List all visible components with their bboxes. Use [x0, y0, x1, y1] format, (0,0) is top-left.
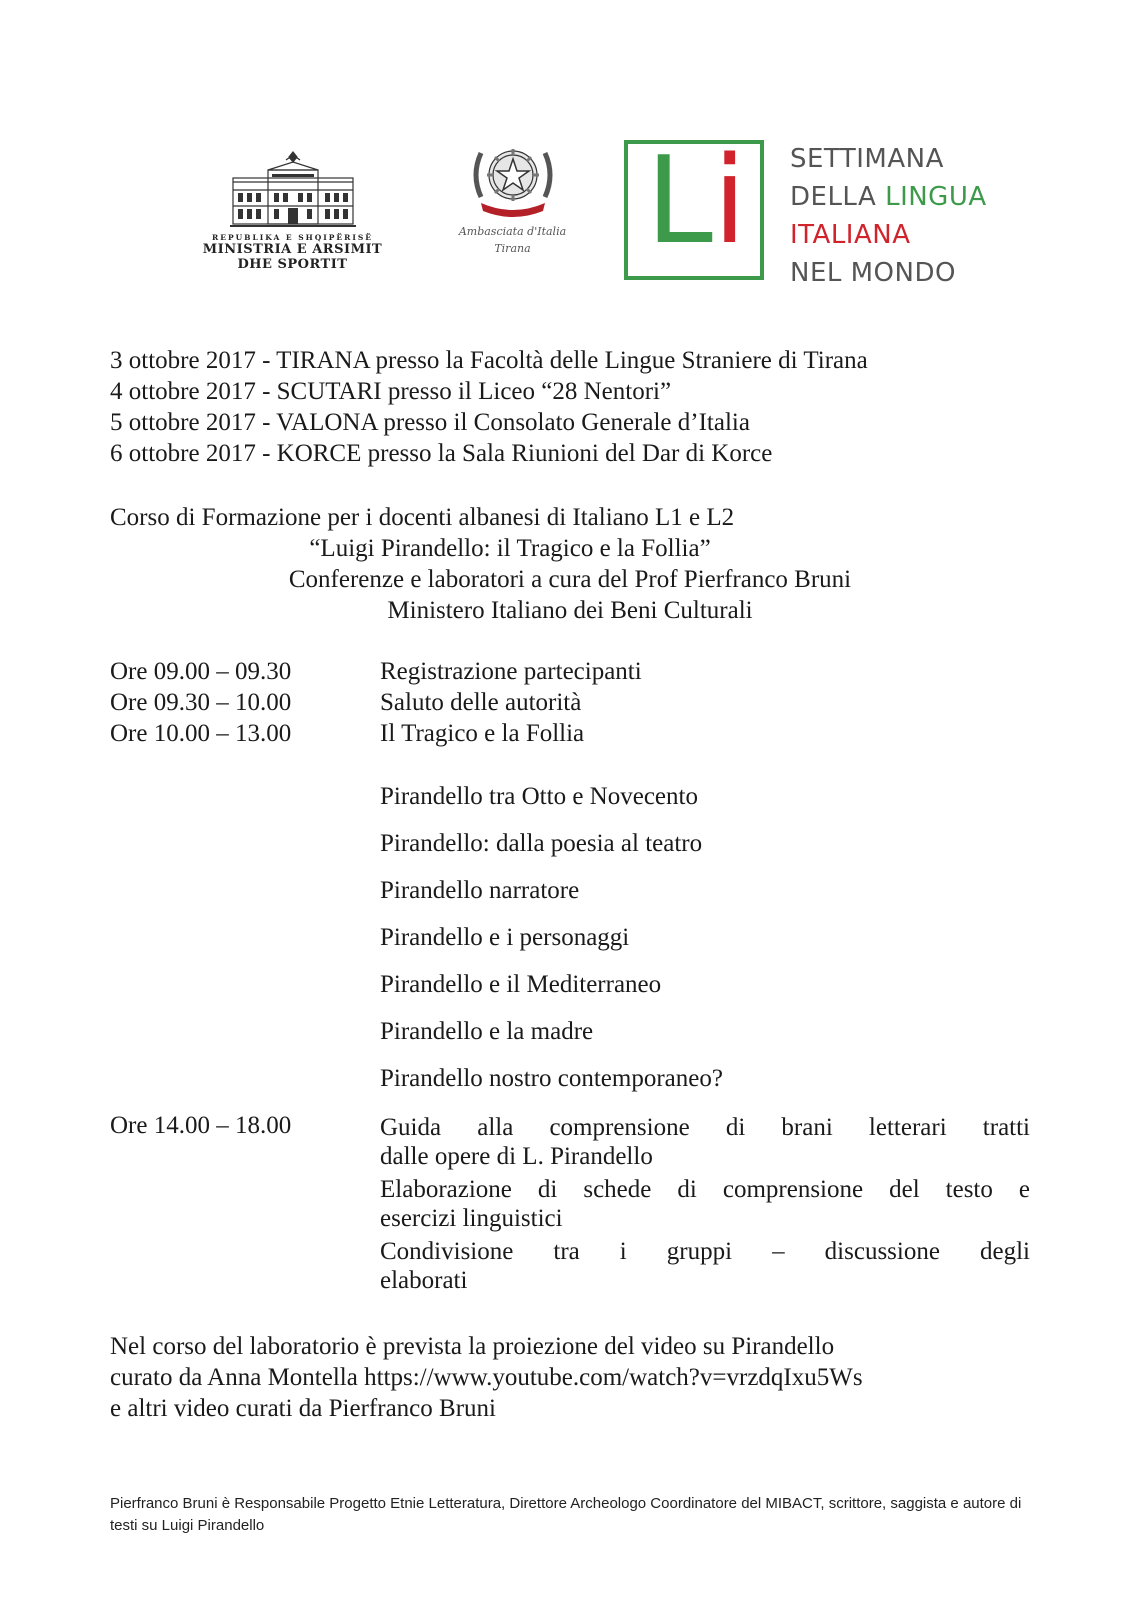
author-bio-footnote: Pierfranco Bruni è Responsabile Progetto Etnie Letteratura, Direttore Archeologo Coordinatore del MIBACT, scrittore, saggista e autore di testi su Luigi Pirandello — [110, 1495, 1022, 1534]
week-title-line3: ITALIANA — [790, 220, 911, 250]
topic-item: Pirandello narratore — [380, 877, 580, 904]
embassy-city: Tirana — [494, 241, 531, 255]
course-lecturer: Conferenze e laboratori a cura del Prof Pierfranco Bruni — [288, 566, 852, 593]
afternoon-line: esercizi linguistici — [380, 1205, 563, 1232]
schedule-time: Ore 09.00 – 09.30 — [110, 658, 292, 685]
event-line-valona: 5 ottobre 2017 - VALONA presso il Consolato Generale d’Italia — [110, 409, 750, 436]
course-subtitle: “Luigi Pirandello: il Tragico e la Follia” — [309, 535, 711, 562]
topic-item: Pirandello: dalla poesia al teatro — [380, 830, 703, 857]
course-title: Corso di Formazione per i docenti albanesi di Italiano L1 e L2 — [110, 504, 735, 531]
schedule-activity: Registrazione partecipanti — [380, 658, 642, 685]
ministry-building-icon — [228, 150, 358, 230]
video-note-line: curato da Anna Montella https://www.youtube.com/watch?v=vrzdqIxu5Ws — [110, 1364, 863, 1391]
topic-item: Pirandello nostro contemporaneo? — [380, 1065, 723, 1092]
week-title-line1: SETTIMANA — [790, 144, 944, 174]
afternoon-time: Ore 14.00 – 18.00 — [110, 1112, 292, 1139]
week-title-line2: DELLA LINGUA — [790, 182, 987, 212]
ministry-name-line1: MINISTRIA E ARSIMIT — [202, 241, 383, 257]
week-title-line4: NEL MONDO — [790, 258, 956, 288]
topic-item: Pirandello tra Otto e Novecento — [380, 783, 698, 810]
video-note-line: Nel corso del laboratorio è prevista la proiezione del video su Pirandello — [110, 1333, 835, 1360]
ministry-republic-label: REPUBLIKA E SHQIPËRISË — [212, 233, 373, 242]
ministry-name-line2: DHE SPORTIT — [237, 256, 348, 272]
schedule-activity: Il Tragico e la Follia — [380, 720, 585, 747]
week-title — [790, 140, 987, 292]
video-note-line: e altri video curati da Pierfranco Bruni — [110, 1395, 496, 1422]
topic-item: Pirandello e i personaggi — [380, 924, 630, 951]
schedule-time: Ore 09.30 – 10.00 — [110, 689, 292, 716]
topic-item: Pirandello e la madre — [380, 1018, 594, 1045]
schedule-activity: Saluto delle autorità — [380, 689, 582, 716]
course-ministry: Ministero Italiano dei Beni Culturali — [387, 597, 753, 624]
afternoon-line: Condivisione tra i gruppi – discussione degli — [380, 1238, 1030, 1265]
embassy-name: Ambasciata d'Italia — [458, 225, 567, 238]
li-logo — [624, 132, 764, 280]
italian-emblem-icon — [467, 135, 559, 223]
afternoon-line: elaborati — [380, 1267, 468, 1294]
ministry-logo — [200, 150, 385, 290]
embassy-logo — [445, 135, 580, 285]
li-logo-letter-l: L — [646, 132, 713, 271]
afternoon-line: Guida alla comprensione di brani letterari tratti — [380, 1114, 1030, 1141]
event-line-korce: 6 ottobre 2017 - KORCE presso la Sala Riunioni del Dar di Korce — [110, 440, 773, 467]
event-line-tirana: 3 ottobre 2017 - TIRANA presso la Facoltà delle Lingue Straniere di Tirana — [110, 347, 868, 374]
li-logo-letter-i: i — [713, 132, 747, 271]
afternoon-line: dalle opere di L. Pirandello — [380, 1143, 653, 1170]
afternoon-line: Elaborazione di schede di comprensione del testo e — [380, 1176, 1030, 1203]
topic-item: Pirandello e il Mediterraneo — [380, 971, 662, 998]
schedule-time: Ore 10.00 – 13.00 — [110, 720, 292, 747]
event-line-scutari: 4 ottobre 2017 - SCUTARI presso il Liceo “28 Nentori” — [110, 378, 672, 405]
